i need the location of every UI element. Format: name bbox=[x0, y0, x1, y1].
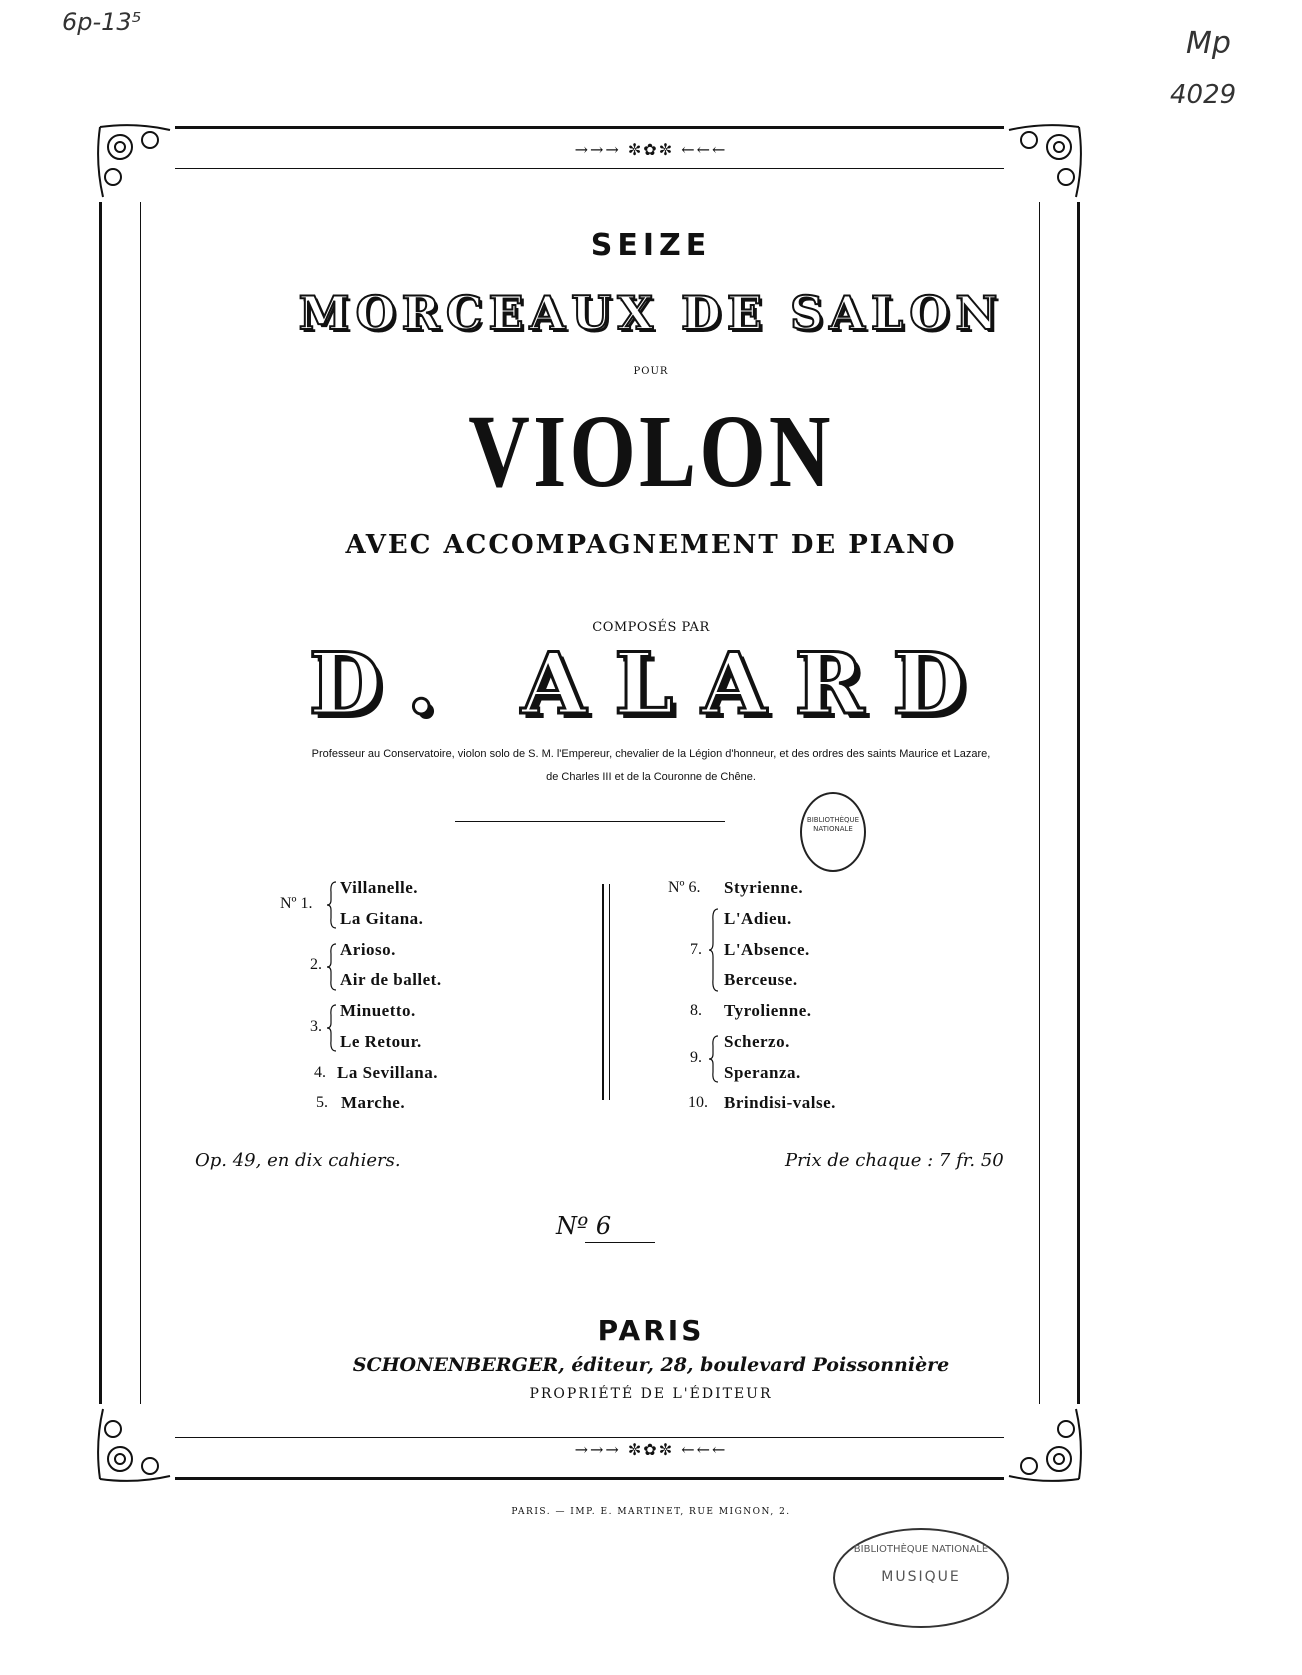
title-accompaniment: AVEC ACCOMPAGNEMENT DE PIANO bbox=[345, 530, 957, 560]
stamp-line1: BIBLIOTHÈQUE NATIONALE bbox=[853, 1544, 989, 1555]
shelfmark-mp: Mp bbox=[1186, 26, 1231, 61]
title-pour: POUR bbox=[633, 366, 669, 377]
top-ornament-icon: →→→ ✼✿✼ ←←← bbox=[574, 140, 728, 159]
piece-number: 2. bbox=[310, 956, 322, 973]
printer-line: PARIS. — IMP. E. MARTINET, RUE MIGNON, 2. bbox=[511, 1507, 791, 1517]
corner-ornament-tl bbox=[95, 122, 175, 202]
piece-title: Villanelle. bbox=[340, 878, 419, 897]
composer-titles-line1: Professeur au Conservatoire, violon solo de S. M. l'Empereur, chevalier de la Légion d'honneur, et des ordres des saints Maurice et Lazare, bbox=[311, 748, 991, 760]
title-morceaux: MORCEAUX DE SALON bbox=[298, 286, 1004, 340]
scroll-ornament-icon bbox=[1004, 122, 1084, 202]
title-instrument: VIOLON bbox=[468, 394, 834, 509]
piece-title: Scherzo. bbox=[724, 1032, 790, 1051]
decorative-rule bbox=[455, 821, 725, 822]
volume-number-underline bbox=[585, 1242, 655, 1243]
piece-title: L'Adieu. bbox=[724, 909, 792, 928]
piece-number: 10. bbox=[688, 1094, 708, 1111]
piece-number: 3. bbox=[310, 1018, 322, 1035]
piece-title: Le Retour. bbox=[340, 1032, 422, 1051]
publisher-property: PROPRIÉTÉ DE L'ÉDITEUR bbox=[529, 1386, 773, 1402]
piece-number: 8. bbox=[690, 1002, 702, 1019]
scroll-ornament-icon bbox=[95, 122, 175, 202]
piece-title: Arioso. bbox=[340, 940, 396, 959]
composed-by-label: COMPOSÉS PAR bbox=[592, 620, 710, 635]
piece-title: Minuetto. bbox=[340, 1001, 416, 1020]
corner-ornament-tr bbox=[1004, 122, 1084, 202]
piece-number: 5. bbox=[316, 1094, 328, 1111]
composer-titles-line2: de Charles III et de la Couronne de Chêne. bbox=[546, 771, 756, 783]
library-stamp-bottom bbox=[833, 1528, 1009, 1628]
brace-icon bbox=[708, 907, 720, 993]
shelfmark-left: 6p-13⁵ bbox=[62, 8, 142, 36]
brace-icon bbox=[326, 1003, 338, 1053]
brace-icon bbox=[326, 942, 338, 992]
opus-info: Op. 49, en dix cahiers. bbox=[195, 1150, 401, 1171]
composer-name: D. ALARD bbox=[308, 634, 994, 733]
volume-number: Nº 6 bbox=[556, 1212, 612, 1240]
piece-title: Speranza. bbox=[724, 1063, 801, 1082]
bottom-ornament-icon: →→→ ✼✿✼ ←←← bbox=[574, 1440, 728, 1459]
publisher-name: SCHONENBERGER, éditeur, 28, boulevard Poissonnière bbox=[352, 1354, 950, 1376]
brace-icon bbox=[326, 880, 338, 930]
brace-icon bbox=[708, 1034, 720, 1084]
piece-title: Brindisi-valse. bbox=[724, 1093, 836, 1112]
library-stamp-text: BIBLIOTHÈQUE NATIONALE bbox=[806, 816, 860, 833]
piece-title: L'Absence. bbox=[724, 940, 810, 959]
inner-border bbox=[140, 168, 1040, 1438]
library-stamp bbox=[800, 792, 866, 872]
title-seize: SEIZE bbox=[590, 228, 712, 263]
column-divider bbox=[602, 884, 610, 1100]
piece-title: Styrienne. bbox=[724, 878, 804, 897]
piece-number: 4. bbox=[314, 1064, 326, 1081]
piece-title: La Sevillana. bbox=[337, 1063, 438, 1082]
piece-title: Marche. bbox=[341, 1093, 406, 1112]
piece-title: La Gitana. bbox=[340, 909, 424, 928]
stamp-line2: MUSIQUE bbox=[881, 1569, 961, 1585]
piece-title: Tyrolienne. bbox=[724, 1001, 812, 1020]
price-info: Prix de chaque : 7 fr. 50 bbox=[785, 1150, 1004, 1171]
piece-number: 9. bbox=[690, 1049, 702, 1066]
piece-title: Berceuse. bbox=[724, 970, 798, 989]
piece-number: 7. bbox=[690, 941, 702, 958]
publisher-city: PARIS bbox=[597, 1314, 705, 1347]
shelfmark-number: 4029 bbox=[1170, 80, 1237, 110]
piece-number: Nº 6. bbox=[668, 879, 701, 896]
piece-number: Nº 1. bbox=[280, 895, 313, 912]
piece-title: Air de ballet. bbox=[340, 970, 442, 989]
